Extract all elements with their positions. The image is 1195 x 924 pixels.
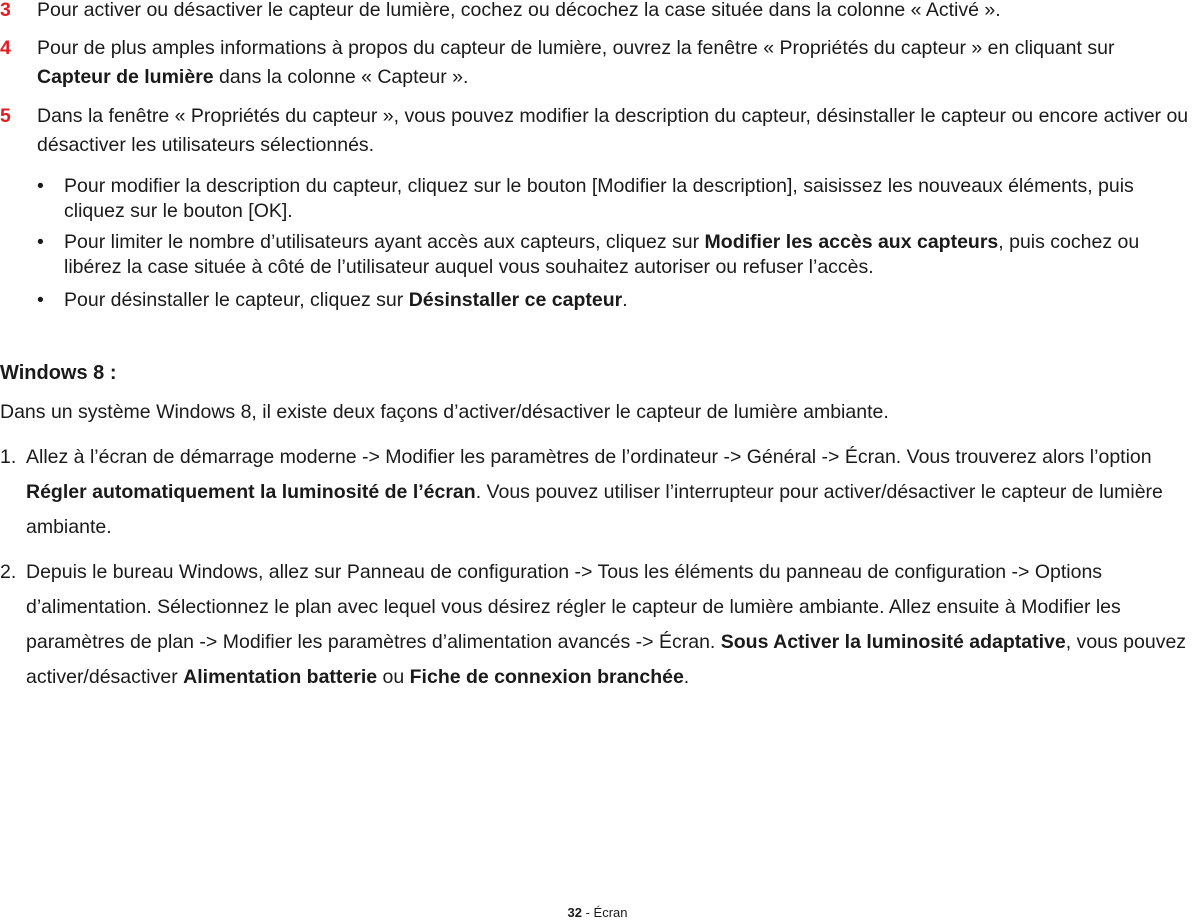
bold-term: Modifier les accès aux capteurs xyxy=(704,231,999,253)
item-text: Depuis le bureau Windows, allez sur Panneau de configuration -> Tous les éléments du panneau de configuration -> Options d’alimentation. Sélectionnez le plan avec lequel vous désirez régler le capteur de lumière ambiante. Allez ensuite à Modifier les paramètres de plan -> Modifier les paramètres d’alimentation avancés -> Écran. Sous Activer la luminosité adaptative, vous pouvez activer/désactiver Alimentation batterie ou Fiche de connexion branchée. xyxy=(26,561,1187,688)
bullet-text: Pour désinstaller le capteur, cliquez sur Désinstaller ce capteur. xyxy=(64,289,628,311)
step-5 xyxy=(0,102,1192,160)
bold-term: Régler automatiquement la luminosité de l’écran xyxy=(26,481,476,503)
bold-term: Fiche de connexion branchée xyxy=(409,666,684,688)
step-number: 5 xyxy=(0,105,11,127)
numbered-item-1 xyxy=(0,440,1195,545)
page-footer xyxy=(0,904,1195,922)
bullet-icon: • xyxy=(37,289,44,311)
bullet-text: Pour modifier la description du capteur, cliquez sur le bouton [Modifier la description], saisissez les nouveaux éléments, puis cliquez sur le bouton [OK]. xyxy=(64,175,1134,222)
step-text: Pour activer ou désactiver le capteur de lumière, cochez ou décochez la case située dans la colonne « Activé ». xyxy=(37,0,1001,21)
bold-term: Désinstaller ce capteur xyxy=(408,289,623,311)
bold-term: Capteur de lumière xyxy=(37,66,214,88)
footer-section: Écran xyxy=(593,905,628,920)
bullet-item xyxy=(37,288,1193,313)
section-heading: Windows 8 : xyxy=(0,362,117,384)
page-number: 32 xyxy=(567,905,582,920)
bullet-icon: • xyxy=(37,175,44,197)
bullet-item xyxy=(37,174,1193,224)
item-number: 2. xyxy=(0,561,17,583)
step-4 xyxy=(0,34,1192,92)
bullet-text: Pour limiter le nombre d’utilisateurs ayant accès aux capteurs, cliquez sur Modifier les accès aux capteurs, puis cochez ou libérez la case située à côté de l’utilisateur auquel vous souhaitez autoriser ou refuser l’accès. xyxy=(64,231,1140,278)
step-text: Dans la fenêtre « Propriétés du capteur », vous pouvez modifier la description du capteur, désinstaller le capteur ou encore activer ou désactiver les utilisateurs sélectionnés. xyxy=(37,105,1189,156)
bold-term: Sous Activer la luminosité adaptative xyxy=(720,631,1066,653)
step-number: 3 xyxy=(0,0,11,21)
item-number: 1. xyxy=(0,446,17,468)
bold-term: Alimentation batterie xyxy=(183,666,378,688)
intro-paragraph: Dans un système Windows 8, il existe deux façons d’activer/désactiver le capteur de lumière ambiante. xyxy=(0,401,889,423)
item-text: Allez à l’écran de démarrage moderne -> Modifier les paramètres de l’ordinateur -> Général -> Écran. Vous trouverez alors l’option Régler automatiquement la luminosité de l’écran. Vous pouvez utiliser l’interrupteur pour activer/désactiver le capteur de lumière ambiante. xyxy=(26,446,1163,538)
footer-separator: - xyxy=(581,905,594,920)
bullet-icon: • xyxy=(37,231,44,253)
bullet-item xyxy=(37,230,1193,280)
step-number: 4 xyxy=(0,37,11,59)
step-3 xyxy=(0,0,1192,25)
step-text: Pour de plus amples informations à propos du capteur de lumière, ouvrez la fenêtre « Propriétés du capteur » en cliquant sur Capteur de lumière dans la colonne « Capteur ». xyxy=(37,37,1115,88)
numbered-item-2 xyxy=(0,555,1195,695)
